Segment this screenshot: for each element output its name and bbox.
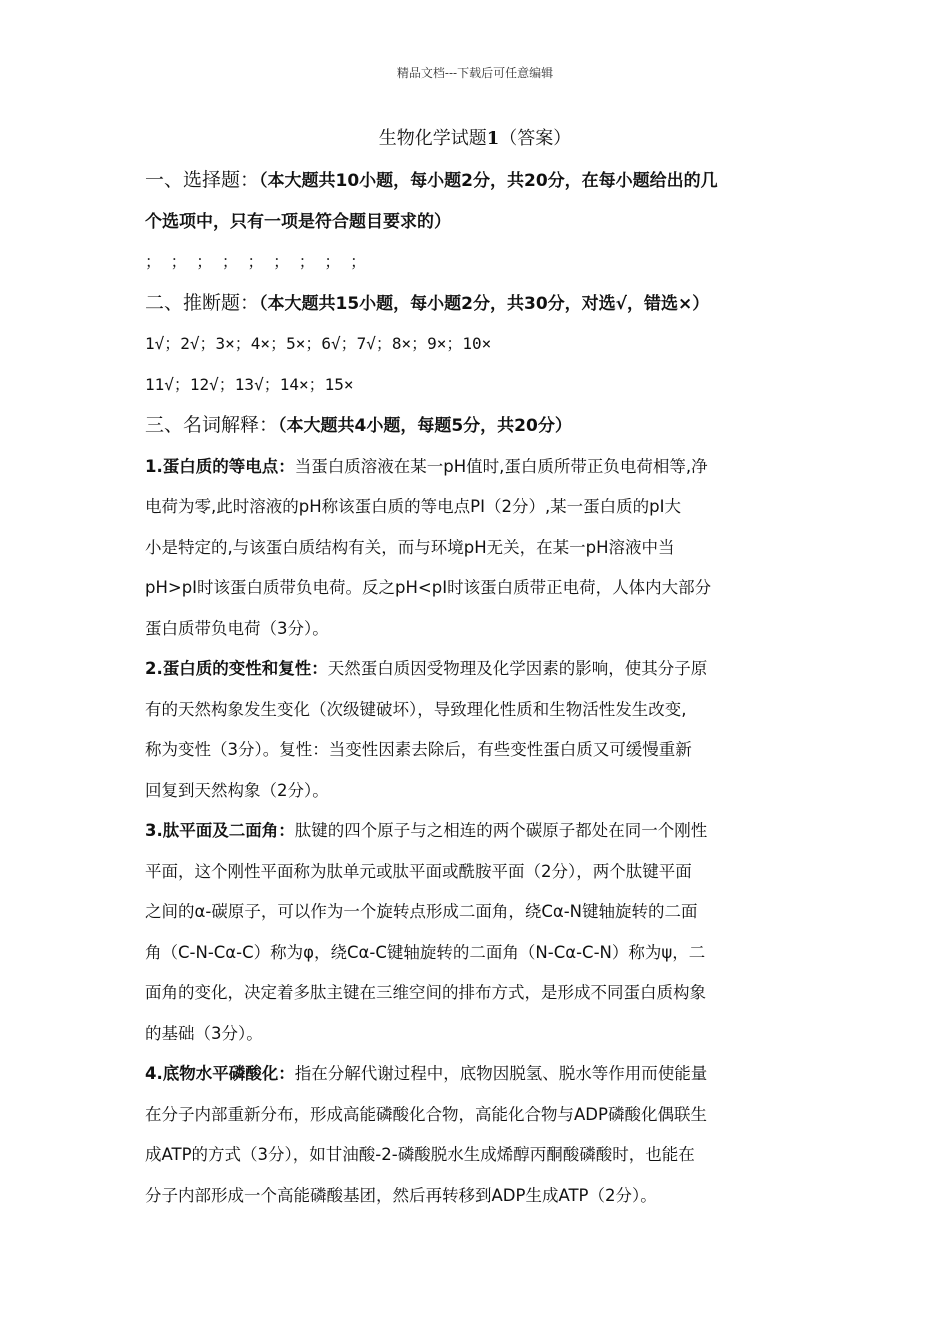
definition-1-line-4: pH>pI时该蛋白质带负电荷。反之pH<pI时该蛋白质带正电荷，人体内大部分 [145, 578, 712, 597]
definition-3-line-1 [145, 811, 810, 852]
page-header: 精品文档---下载后可任意编辑 [396, 66, 554, 80]
section-1-note-cont: 个选项中，只有一项是符合题目要求的） [145, 211, 451, 232]
definition-4-line-2: 在分子内部重新分布，形成高能磷酸化合物，高能化合物与ADP磷酸化偶联生 [145, 1104, 707, 1124]
title-number: 1 [486, 128, 500, 149]
definition-1-line-2: 电荷为零,此时溶液的pH称该蛋白质的等电点PI（2分）,某一蛋白质的pI大 [145, 497, 682, 516]
definition-3-line-5: 面角的变化，决定着多肽主键在三维空间的排布方式，是形成不同蛋白质构象 [145, 983, 706, 1002]
definition-1-line-3: 小是特定的,与该蛋白质结构有关，而与环境pH无关，在某一pH溶液中当 [145, 537, 675, 557]
definition-4-line-3: 成ATP的方式（3分），如甘油酸-2-磷酸脱水生成烯醇丙酮酸磷酸时，也能在 [145, 1145, 695, 1164]
section-1-note: （本大题共10小题，每小题2分，共20分，在每小题给出的几 [259, 171, 718, 191]
section-2-note: （本大题共15小题，每小题2分，共30分，对选√，错选×） [259, 293, 710, 314]
definition-1-term: 1.蛋白质的等电点： [145, 456, 295, 476]
title-suffix: （答案） [499, 128, 572, 149]
section-2-answers-line-2: 11√；12√；13√；14×；15× [145, 374, 354, 394]
definition-4-text: 指在分解代谢过程中，底物因脱氢、脱水等作用而使能量 [294, 1064, 708, 1083]
definition-3-line-4: 角（C-N-Cα-C）称为φ，绕Cα-C键轴旋转的二面角（N-Cα-C-N）称为ψ，二 [145, 942, 706, 962]
definition-3-line-6: 的基础（3分）。 [145, 1023, 263, 1043]
definition-4-line-1 [145, 1054, 810, 1095]
section-3-heading: 三、名词解释： [145, 414, 279, 436]
definition-3-term: 3.肽平面及二面角： [145, 821, 295, 840]
section-2-heading-line [145, 283, 810, 325]
document-title [0, 124, 950, 150]
definition-1-line-5: 蛋白质带负电荷（3分）。 [145, 618, 329, 638]
definition-3-line-3: 之间的α-碳原子，可以作为一个旋转点形成二面角，绕Cα-N键轴旋转的二面 [145, 902, 698, 921]
definition-2-term: 2.蛋白质的变性和复性： [145, 659, 328, 678]
definition-2-line-4: 回复到天然构象（2分）。 [145, 780, 329, 800]
document-body [145, 160, 810, 1216]
definition-2-text: 天然蛋白质因受物理及化学因素的影响，使其分子原 [327, 659, 708, 678]
definition-1-text: 当蛋白质溶液在某一pH值时,蛋白质所带正负电荷相等,净 [294, 456, 708, 476]
definition-2-line-1 [145, 649, 810, 690]
section-1-heading: 一、选择题： [145, 169, 260, 191]
definition-4-term: 4.底物水平磷酸化： [145, 1064, 295, 1083]
definition-2-line-2: 有的天然构象发生变化（次级键破坏），导致理化性质和生物活性发生改变, [145, 699, 687, 719]
title-main: 生物化学试题 [378, 128, 487, 149]
definition-4-line-4: 分子内部形成一个高能磷酸基团，然后再转移到ADP生成ATP（2分）。 [145, 1185, 657, 1205]
definition-3-line-2: 平面，这个刚性平面称为肽单元或肽平面或酰胺平面（2分），两个肽键平面 [145, 861, 692, 881]
definition-3-text: 肽键的四个原子与之相连的两个碳原子都处在同一个刚性 [294, 821, 708, 840]
section-1-answers: ； ； ； ； ； ； ； ； ； [145, 252, 367, 271]
section-3-heading-line [145, 405, 810, 447]
definition-1-line-1 [145, 447, 810, 488]
section-1-heading-line [145, 160, 810, 202]
section-3-note: （本大题共4小题，每题5分，共20分） [278, 416, 572, 436]
section-2-answers-line-1: 1√；2√；3×；4×；5×；6√；7√；8×；9×；10× [145, 334, 492, 353]
section-2-heading: 二、推断题： [145, 291, 260, 314]
definition-2-line-3: 称为变性（3分）。复性：当变性因素去除后，有些变性蛋白质又可缓慢重新 [145, 740, 692, 759]
